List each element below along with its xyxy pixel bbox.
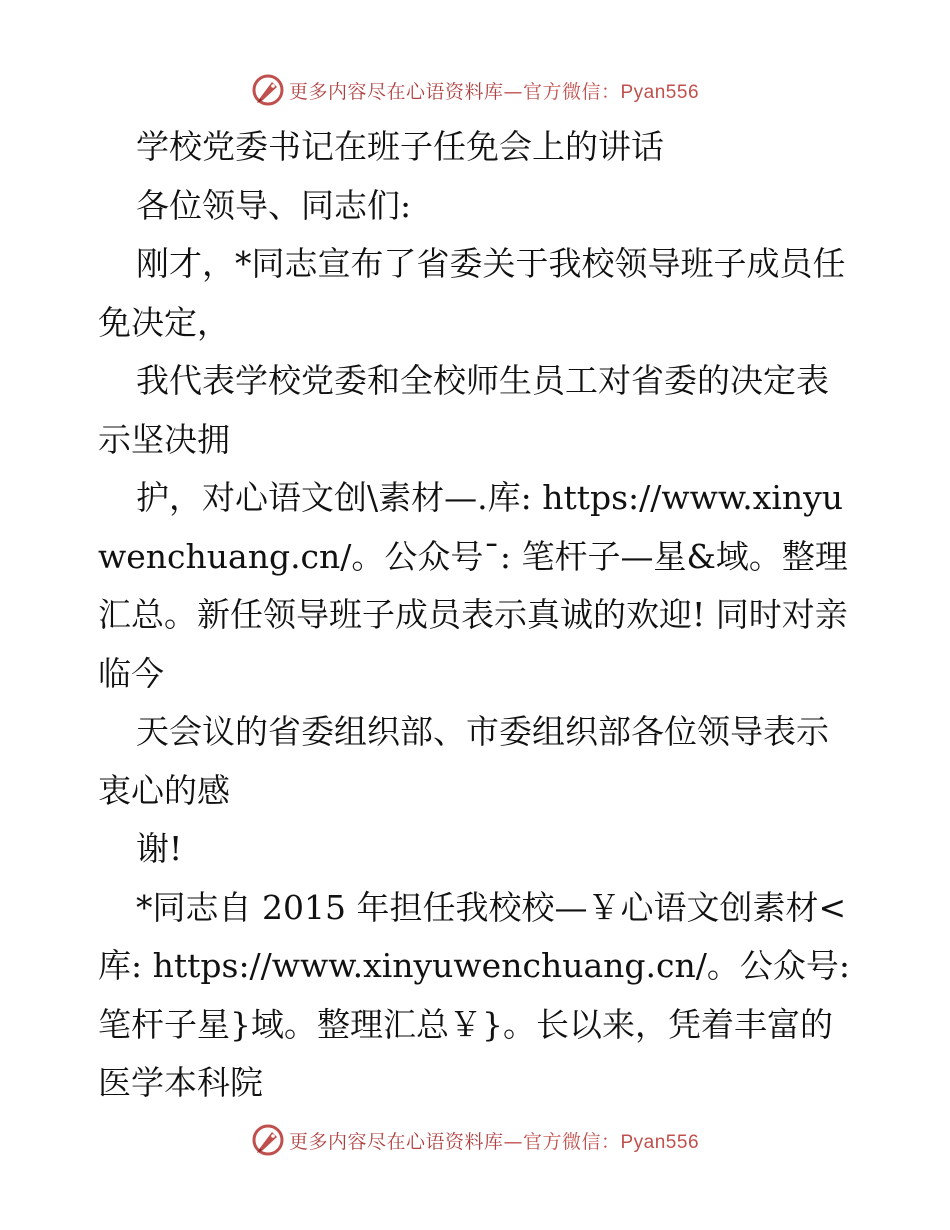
footer-banner-dash: — <box>503 1130 523 1153</box>
footer-banner-text <box>289 1127 699 1154</box>
body-paragraph: 天会议的省委组织部、市委组织部各位领导表示衷心的感 <box>98 712 829 810</box>
header-banner-contact: 官方微信：Pyan556 <box>523 81 700 103</box>
footer-banner-contact: 官方微信：Pyan556 <box>523 1131 700 1153</box>
body-paragraph: 护，对心语文创\素材—.库: https://www.xinyuwenchuang.cn/。公众号¯: 笔杆子—星&域。整理汇总。新任领导班子成员表示真诚的欢迎! 同时对亲临今 <box>98 478 848 693</box>
header-banner <box>0 70 950 110</box>
document-title: 学校党委书记在班子任免会上的讲话 <box>136 127 664 166</box>
body-paragraph: *同志自 2015 年担任我校校—￥心语文创素材<库: https://www.xinyuwenchuang.cn/。公众号: 笔杆子星}域。整理汇总￥}。长以来，凭着丰富的医学本科院 <box>98 887 850 1102</box>
salutation: 各位领导、同志们: <box>136 185 412 225</box>
body-paragraph: 刚才，*同志宣布了省委关于我校领导班子成员任免决定， <box>98 244 846 342</box>
body-paragraph: 我代表学校党委和全校师生员工对省委的决定表示坚决拥 <box>98 361 829 459</box>
document-body <box>98 118 858 1113</box>
footer-banner <box>0 1120 950 1160</box>
header-banner-main: 更多内容尽在心语资料库 <box>288 80 504 103</box>
pen-nib-logo-icon <box>251 1123 285 1157</box>
footer-banner-main: 更多内容尽在心语资料库 <box>288 1130 504 1153</box>
body-paragraph: 谢! <box>136 829 183 868</box>
header-banner-text <box>289 77 699 104</box>
header-banner-dash: — <box>503 80 523 103</box>
pen-nib-logo-icon <box>251 73 285 107</box>
